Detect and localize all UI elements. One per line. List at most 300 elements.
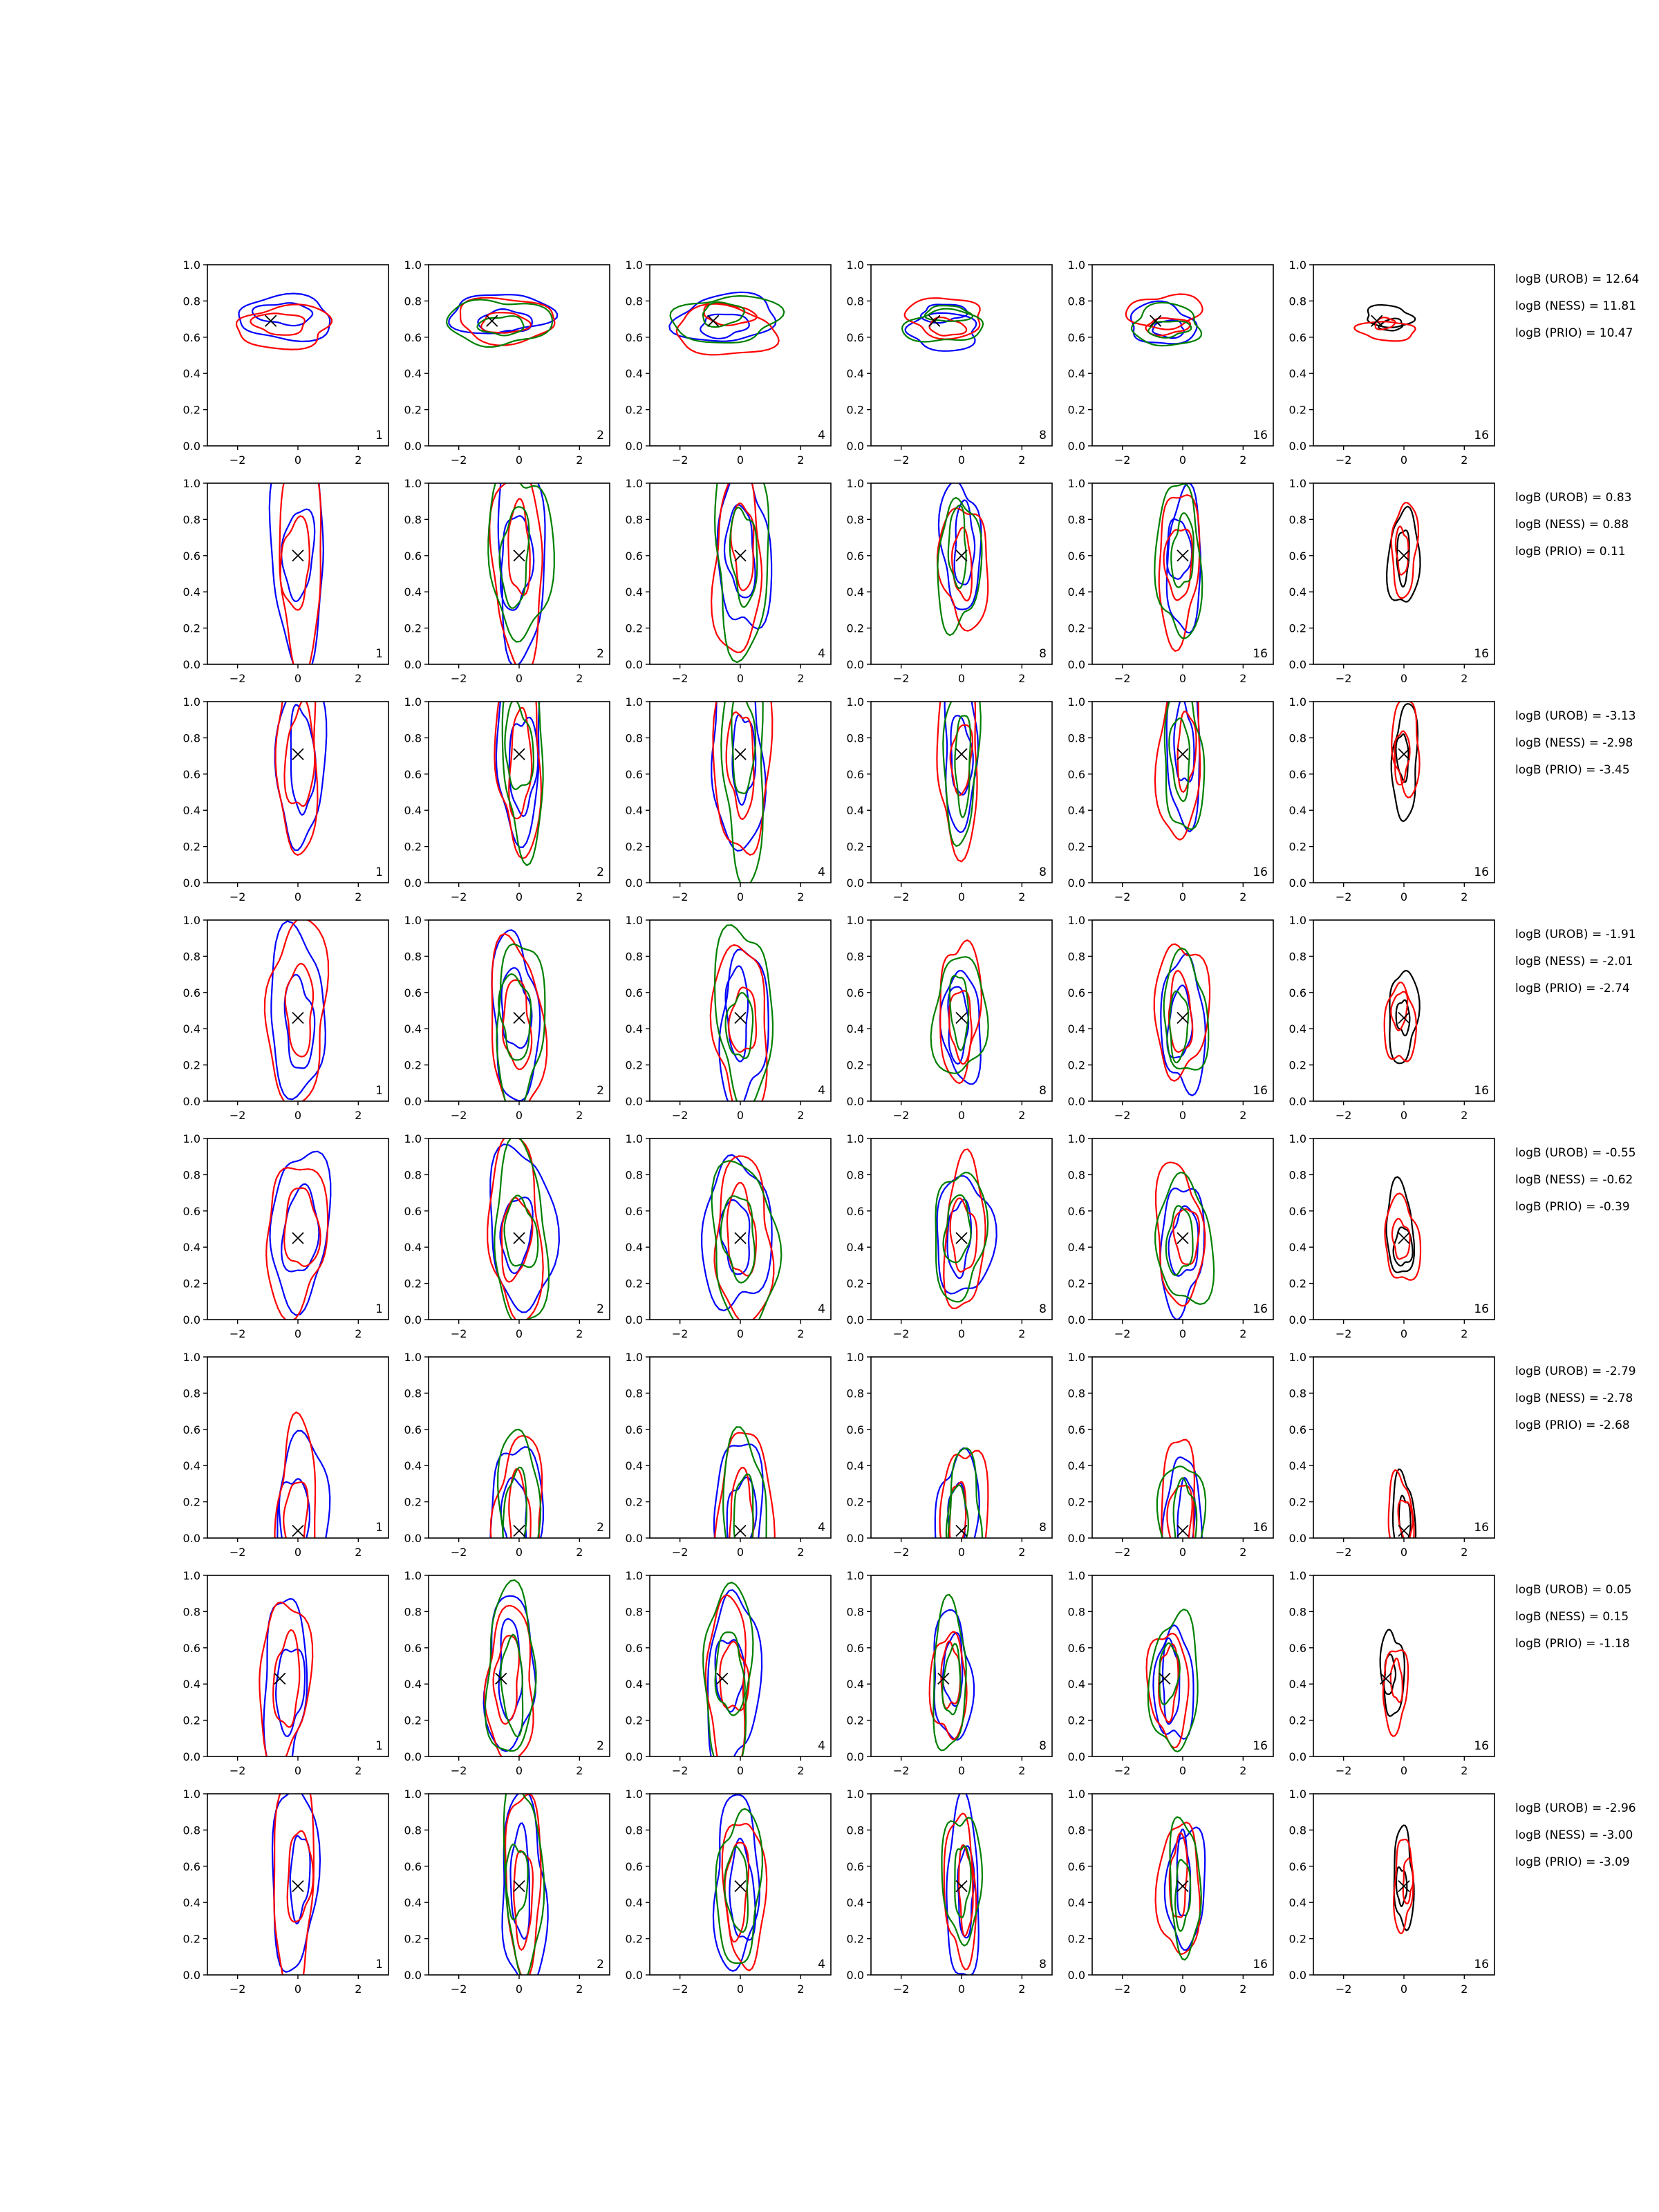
logb-annotation: logB (PRIO) = -3.09 [1515,1855,1630,1869]
logb-annotation: logB (UROB) = -1.91 [1515,928,1636,941]
contour-line [481,312,531,332]
y-tick-label: 0.6 [404,986,422,1000]
contour-panel [404,1132,610,1340]
y-tick-label: 1.0 [182,259,200,272]
logb-annotation: logB (UROB) = 12.64 [1515,272,1640,286]
y-tick-label: 0.8 [846,731,864,745]
y-tick-label: 0.2 [404,621,422,635]
y-tick-label: 1.0 [625,1569,643,1582]
y-tick-label: 0.6 [625,330,643,344]
contour-panel [1068,656,1273,904]
panel-label: 16 [1474,429,1489,442]
y-tick-label: 1.0 [846,695,864,709]
y-tick-label: 0.6 [625,1641,643,1655]
y-tick-label: 0.2 [182,840,200,854]
y-tick-label: 0.8 [1067,950,1085,964]
y-tick-label: 0.0 [846,440,864,453]
contour-line [1163,1638,1179,1724]
x-tick-label: 0 [1400,1983,1408,1996]
y-tick-label: 0.0 [1067,1532,1085,1545]
y-tick-label: 0.2 [625,403,643,417]
contour-panel [626,259,831,467]
y-tick-label: 0.4 [625,1678,643,1691]
y-tick-label: 0.2 [1288,403,1306,417]
x-tick-label: 0 [1179,453,1187,467]
y-tick-label: 0.0 [182,1750,200,1763]
panel-label: 4 [818,1302,825,1316]
contour-lines [702,1155,781,1331]
x-tick-label: −2 [229,890,246,903]
x-tick-label: 2 [1239,1109,1247,1122]
y-tick-label: 0.6 [846,1204,864,1218]
y-tick-label: 0.0 [846,1969,864,1982]
y-tick-label: 0.0 [846,1750,864,1763]
contour-line [275,688,327,850]
x-tick-label: −2 [1114,1764,1131,1777]
y-tick-label: 0.4 [404,1459,422,1473]
contour-panel [847,1569,1052,1777]
contour-lines [1385,971,1420,1063]
x-tick-label: 0 [1400,1327,1408,1340]
panel-label: 16 [1253,1739,1268,1753]
y-tick-label: 1.0 [182,477,200,490]
x-tick-label: 2 [355,1546,362,1559]
y-tick-label: 0.4 [625,1459,643,1473]
y-tick-label: 0.2 [846,840,864,854]
x-tick-label: 0 [957,890,966,903]
contour-panel [404,1351,610,1617]
logb-annotation: logB (PRIO) = -2.68 [1515,1418,1630,1432]
y-tick-label: 0.8 [1288,1824,1306,1837]
y-tick-label: 0.8 [404,731,422,745]
contour-panel [847,914,1052,1122]
y-tick-label: 0.6 [1067,1204,1085,1218]
contour-lines [1380,1630,1409,1736]
figure-row [183,1569,1632,1790]
y-tick-label: 0.0 [625,658,643,671]
x-tick-label: 2 [576,890,583,903]
y-tick-label: 0.0 [1288,1313,1306,1327]
y-tick-label: 0.2 [846,403,864,417]
contour-panel [626,431,831,685]
x-tick-label: 0 [294,453,302,467]
y-tick-label: 0.2 [625,1058,643,1072]
panel-label: 1 [375,429,383,442]
y-tick-label: 1.0 [846,1788,864,1801]
y-tick-label: 0.6 [1288,330,1306,344]
truth-marker [1398,1232,1409,1244]
logb-annotation: logB (PRIO) = 10.47 [1515,326,1633,340]
y-tick-label: 0.8 [1288,1387,1306,1400]
y-tick-label: 0.8 [846,1387,864,1400]
y-tick-label: 0.8 [846,1605,864,1619]
x-tick-label: 2 [1461,1546,1468,1559]
y-tick-label: 0.8 [625,1824,643,1837]
x-tick-label: 2 [1461,890,1468,903]
y-tick-label: 0.8 [404,1605,422,1619]
truth-marker [735,550,746,561]
panel-label: 16 [1474,1302,1489,1316]
truth-marker [514,550,525,561]
x-tick-label: 2 [1018,1546,1026,1559]
y-tick-label: 1.0 [1288,259,1306,272]
contour-lines [491,930,547,1118]
y-tick-label: 1.0 [625,1351,643,1364]
x-tick-label: 2 [797,890,805,903]
y-tick-label: 0.2 [846,621,864,635]
y-tick-label: 0.2 [1067,1495,1085,1509]
x-tick-label: 0 [736,1546,744,1559]
y-tick-label: 1.0 [1067,1351,1085,1364]
figure-row [183,1775,1636,2007]
logb-annotation: logB (UROB) = -3.13 [1515,709,1636,723]
y-tick-label: 0.8 [1288,513,1306,527]
y-tick-label: 0.6 [846,1423,864,1436]
x-tick-label: 0 [515,1764,523,1777]
contour-lines [1154,483,1202,651]
y-tick-label: 0.0 [846,658,864,671]
contour-panel [847,662,1052,903]
y-tick-label: 0.6 [182,986,200,1000]
y-tick-label: 0.0 [1067,1313,1085,1327]
panel-frame [650,1794,831,1975]
contour-line [1154,944,1210,1081]
y-tick-label: 0.0 [625,440,643,453]
y-tick-label: 0.8 [625,1605,643,1619]
x-tick-label: −2 [671,1327,688,1340]
truth-marker [1177,749,1188,760]
y-tick-label: 0.2 [1067,403,1085,417]
y-tick-label: 0.6 [404,1204,422,1218]
contour-lines [1354,305,1415,341]
contour-lines [275,639,327,855]
y-tick-label: 0.2 [1288,1277,1306,1291]
y-tick-label: 1.0 [1288,1569,1306,1582]
y-tick-label: 0.8 [1288,294,1306,308]
panel-frame [650,483,831,664]
x-tick-label: 0 [1179,1546,1187,1559]
y-tick-label: 0.6 [1288,1859,1306,1873]
y-tick-label: 1.0 [846,1132,864,1145]
y-tick-label: 1.0 [846,259,864,272]
panel-frame [429,483,610,664]
y-tick-label: 0.2 [1067,840,1085,854]
y-tick-label: 0.6 [846,1859,864,1873]
y-tick-label: 0.2 [625,840,643,854]
contour-panel [847,1351,1052,1602]
contour-line [718,462,771,628]
x-tick-label: 0 [1400,1764,1408,1777]
y-tick-label: 1.0 [404,695,422,709]
x-tick-label: −2 [1335,1327,1352,1340]
y-tick-label: 0.4 [846,1896,864,1910]
x-tick-label: −2 [671,1983,688,1996]
y-tick-label: 0.4 [182,1896,200,1910]
logb-annotation: logB (UROB) = -2.79 [1515,1365,1636,1378]
panel-frame [1092,265,1273,446]
y-tick-label: 0.2 [625,1932,643,1946]
panel-label: 8 [1039,865,1047,879]
x-tick-label: 2 [1239,1546,1247,1559]
panel-label: 2 [597,1302,604,1316]
y-tick-label: 0.4 [1067,367,1085,381]
x-tick-label: −2 [1114,1109,1131,1122]
y-tick-label: 0.2 [625,1714,643,1727]
x-tick-label: 2 [1239,453,1247,467]
y-tick-label: 0.4 [625,585,643,599]
y-tick-label: 0.6 [846,767,864,781]
x-tick-label: 0 [736,1983,744,1996]
y-tick-label: 1.0 [625,1132,643,1145]
truth-marker [956,749,967,760]
y-tick-label: 0.2 [1288,1495,1306,1509]
y-tick-label: 0.2 [846,1277,864,1291]
y-tick-label: 0.8 [182,950,200,964]
logb-annotation: logB (NESS) = -0.62 [1515,1173,1633,1187]
truth-marker [1398,1526,1409,1537]
truth-marker [1177,1526,1188,1537]
panel-label: 4 [818,1084,825,1098]
y-tick-label: 0.6 [1067,330,1085,344]
panel-label: 4 [818,865,825,879]
truth-marker [1159,1673,1170,1684]
y-tick-label: 0.8 [404,1824,422,1837]
y-tick-label: 0.6 [182,1423,200,1436]
x-tick-label: 0 [1179,1764,1187,1777]
y-tick-label: 0.2 [846,1058,864,1072]
panel-label: 16 [1474,1521,1489,1535]
contour-line [284,1188,320,1266]
y-tick-label: 0.6 [1288,1204,1306,1218]
truth-marker [292,1526,303,1537]
panel-label: 16 [1474,865,1489,879]
y-tick-label: 0.0 [1067,1095,1085,1108]
logb-annotation: logB (NESS) = -2.78 [1515,1391,1633,1405]
figure-row [183,914,1636,1122]
panel-frame [1092,1138,1273,1320]
x-tick-label: −2 [450,1109,467,1122]
x-tick-label: 2 [576,672,583,685]
contour-line [1391,992,1407,1031]
y-tick-label: 0.2 [182,1932,200,1946]
y-tick-label: 1.0 [846,1351,864,1364]
contour-panel [1289,1569,1494,1777]
y-tick-label: 0.8 [182,1824,200,1837]
y-tick-label: 0.4 [1288,1896,1306,1910]
y-tick-label: 0.2 [1288,1932,1306,1946]
x-tick-label: −2 [450,453,467,467]
panel-label: 16 [1253,1958,1268,1971]
y-tick-label: 0.6 [846,1641,864,1655]
contour-line [494,670,541,859]
x-tick-label: 2 [1461,1983,1468,1996]
y-tick-label: 0.6 [182,330,200,344]
panel-frame [207,265,388,446]
contour-lines [937,662,980,861]
x-tick-label: 0 [736,1764,744,1777]
y-tick-label: 0.0 [846,877,864,890]
panel-label: 16 [1253,1302,1268,1316]
y-tick-label: 1.0 [1067,477,1085,490]
x-tick-label: 0 [957,453,966,467]
x-tick-label: 2 [1018,1764,1026,1777]
y-tick-label: 0.0 [1067,1750,1085,1763]
y-tick-label: 0.6 [182,1204,200,1218]
panel-label: 8 [1039,1084,1047,1098]
y-tick-label: 0.6 [1288,549,1306,563]
panel-label: 2 [597,865,604,879]
panel-label: 16 [1253,647,1268,661]
panel-frame [1092,920,1273,1101]
x-tick-label: 2 [797,1327,805,1340]
contour-panel [626,1788,831,1996]
panel-label: 16 [1253,429,1268,442]
x-tick-label: 2 [1018,890,1026,903]
y-tick-label: 1.0 [1288,1788,1306,1801]
y-tick-label: 0.2 [404,1495,422,1509]
contour-line [276,639,318,855]
y-tick-label: 0.4 [404,804,422,818]
logb-annotation: logB (PRIO) = 0.11 [1515,545,1626,559]
y-tick-label: 0.4 [625,1022,643,1036]
y-tick-label: 0.0 [182,1969,200,1982]
y-tick-label: 0.8 [182,294,200,308]
y-tick-label: 1.0 [625,695,643,709]
y-tick-label: 0.6 [404,1859,422,1873]
contour-lines [1147,1609,1198,1752]
x-tick-label: 2 [797,1546,805,1559]
contour-line [500,507,529,608]
y-tick-label: 0.0 [182,1095,200,1108]
contour-panel [1068,259,1273,467]
y-tick-label: 0.6 [625,986,643,1000]
y-tick-label: 0.4 [404,367,422,381]
contour-lines [270,440,324,679]
y-tick-label: 0.6 [625,1204,643,1218]
logb-annotation: logB (NESS) = -2.01 [1515,955,1633,968]
x-tick-label: 2 [1018,453,1026,467]
contour-line [724,505,756,597]
x-tick-label: 0 [1400,1109,1408,1122]
y-tick-label: 0.4 [182,1022,200,1036]
x-tick-label: 2 [1018,1109,1026,1122]
y-tick-label: 0.6 [404,1641,422,1655]
contour-panel [404,433,610,685]
x-tick-label: 0 [515,890,523,903]
contour-line [955,716,971,818]
logb-annotation: logB (UROB) = -0.55 [1515,1146,1636,1160]
contour-panel [626,1132,831,1340]
contour-lines [487,1135,559,1324]
y-tick-label: 0.8 [182,513,200,527]
y-tick-label: 0.6 [1067,767,1085,781]
truth-marker [514,1232,525,1244]
panel-label: 16 [1474,1739,1489,1753]
y-tick-label: 0.8 [625,513,643,527]
truth-marker [1177,1232,1188,1244]
y-tick-label: 0.6 [1067,1859,1085,1873]
y-tick-label: 0.4 [1288,1678,1306,1691]
x-tick-label: 2 [576,1327,583,1340]
y-tick-label: 0.6 [625,549,643,563]
contour-line [501,1635,523,1737]
contour-panel [1068,1788,1273,1996]
y-tick-label: 0.8 [1067,1605,1085,1619]
x-tick-label: −2 [671,672,688,685]
logb-annotation: logB (PRIO) = -0.39 [1515,1200,1630,1214]
y-tick-label: 0.8 [1067,731,1085,745]
panel-label: 1 [375,1302,383,1316]
y-tick-label: 0.4 [1288,585,1306,599]
contour-line [1392,1219,1410,1259]
y-tick-label: 0.4 [1067,1896,1085,1910]
y-tick-label: 0.8 [1288,950,1306,964]
x-tick-label: −2 [671,890,688,903]
panel-frame [1313,920,1494,1101]
x-tick-label: 2 [1239,890,1247,903]
contour-line [937,669,977,861]
panel-frame [871,265,1052,446]
panel-label: 4 [818,1521,825,1535]
y-tick-label: 0.4 [625,367,643,381]
contour-panel [847,1788,1052,1996]
y-tick-label: 0.4 [404,1022,422,1036]
y-tick-label: 0.2 [1067,1058,1085,1072]
contour-panel [1068,1569,1273,1777]
x-tick-label: −2 [671,1764,688,1777]
y-tick-label: 1.0 [182,914,200,927]
y-tick-label: 0.8 [1288,1605,1306,1619]
y-tick-label: 0.4 [846,585,864,599]
y-tick-label: 0.2 [1067,1714,1085,1727]
contour-panel [1289,477,1494,685]
y-tick-label: 0.6 [846,986,864,1000]
y-tick-label: 0.6 [1067,986,1085,1000]
x-tick-label: −2 [229,1764,246,1777]
logb-annotation: logB (NESS) = 0.15 [1515,1610,1629,1624]
x-tick-label: −2 [1335,1764,1352,1777]
contour-lines [236,294,332,350]
y-tick-label: 0.2 [182,1495,200,1509]
truth-marker [514,1012,525,1023]
y-tick-label: 0.6 [182,1641,200,1655]
x-tick-label: 0 [294,1546,302,1559]
y-tick-label: 0.4 [625,804,643,818]
x-tick-label: 0 [957,1109,966,1122]
x-tick-label: 0 [294,1764,302,1777]
truth-marker [514,749,525,760]
y-tick-label: 0.4 [1067,1678,1085,1691]
x-tick-label: 0 [736,1109,744,1122]
y-tick-label: 0.4 [182,1241,200,1255]
y-tick-label: 0.4 [1067,1459,1085,1473]
x-tick-label: 2 [576,1546,583,1559]
y-tick-label: 0.0 [1288,440,1306,453]
logb-annotation: logB (NESS) = 0.88 [1515,518,1629,532]
x-tick-label: 0 [1179,890,1187,903]
panel-label: 2 [597,1739,604,1753]
x-tick-label: 0 [736,1327,744,1340]
panel-frame [207,920,388,1101]
x-tick-label: 0 [515,453,523,467]
y-tick-label: 1.0 [182,1569,200,1582]
x-tick-label: −2 [450,1546,467,1559]
x-tick-label: −2 [229,1983,246,1996]
contour-line [265,919,328,1106]
panel-label: 16 [1474,647,1489,661]
y-tick-label: 1.0 [625,1788,643,1801]
x-tick-label: 2 [576,453,583,467]
